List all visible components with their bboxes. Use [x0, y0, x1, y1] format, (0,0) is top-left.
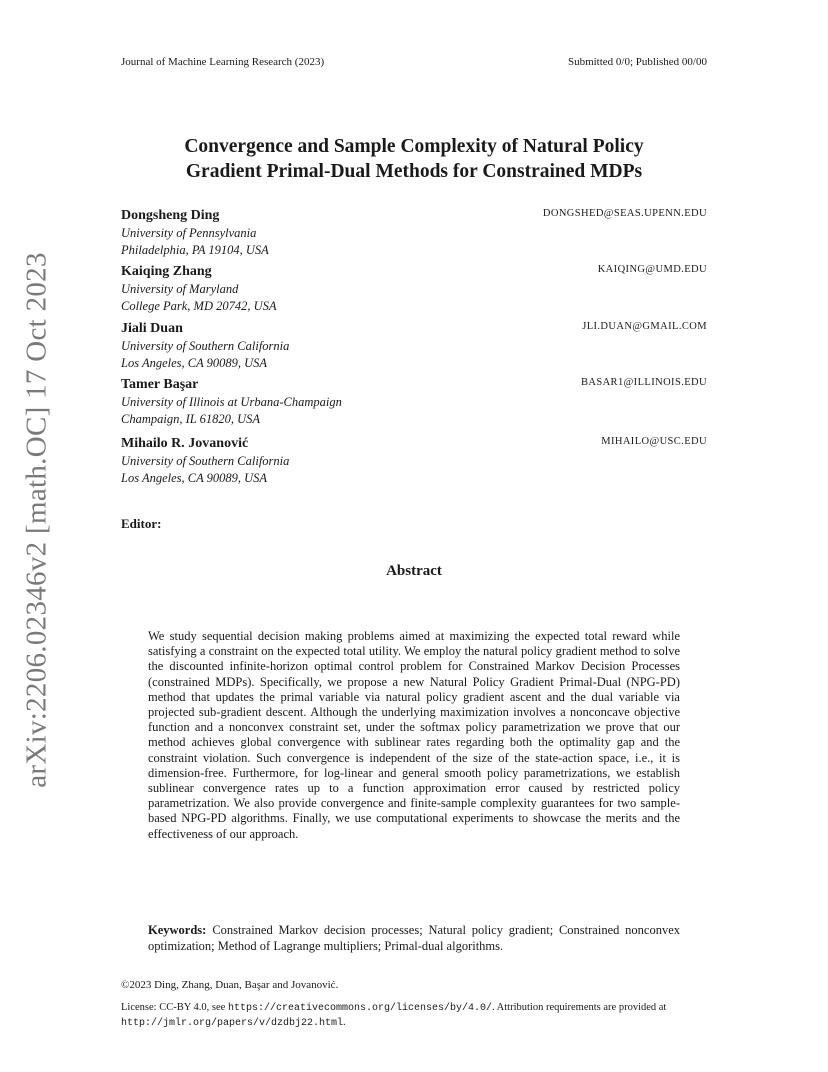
author-email[interactable]: DONGSHED@SEAS.UPENN.EDU	[542, 208, 707, 219]
journal-header: Journal of Machine Learning Research (2023)	[121, 56, 325, 68]
author-block	[121, 375, 707, 428]
author-address: Champaign, IL 61820, USA	[121, 412, 261, 426]
author-name: Kaiqing Zhang	[121, 264, 212, 279]
title-line-1: Convergence and Sample Complexity of Natural Policy	[184, 136, 644, 157]
author-address: Los Angeles, CA 90089, USA	[121, 471, 268, 485]
license-note	[121, 1001, 707, 1031]
keywords	[148, 922, 680, 954]
author-affiliation: University of Southern California	[121, 454, 290, 468]
author-name: Mihailo R. Jovanović	[121, 436, 249, 451]
license-end: .	[343, 1017, 346, 1028]
abstract-text: We study sequential decision making problems aimed at maximizing the expected total reward while satisfying a constraint on the expected total utility. We employ the natural policy gradient method to solve the discounted infinite-horizon optimal control problem for Constrained Markov Decision Processes (constrained MDPs). Specifically, we propose a new Natural Policy Gradient Primal-Dual (NPG-PD) method that updates the primal variable via natural policy gradient ascent and the dual variable via projected sub-gradient descent. Although the underlying maximization involves a nonconcave objective function and a nonconvex constraint set, under the softmax policy parametrization we prove that our method achieves global convergence with sublinear rates regarding both the optimality gap and the constraint violation. Such convergence is independent of the size of the state-action space, i.e., it is dimension-free. Furthermore, for log-linear and general smooth policy parametrizations, we establish sublinear convergence rates up to a function approximation error caused by restricted policy parametrization. We also provide convergence and finite-sample complexity guarantees for two sample-based NPG-PD algorithms. Finally, we use computational experiments to showcase the merits and the effectiveness of our approach.	[148, 629, 680, 841]
author-affiliation: University of Pennsylvania	[121, 226, 257, 240]
license-url-link[interactable]: https://creativecommons.org/licenses/by/4.0/	[227, 1003, 492, 1014]
author-affiliation: University of Maryland	[121, 282, 239, 296]
title-line-2: Gradient Primal-Dual Methods for Constrained MDPs	[185, 161, 643, 182]
author-email[interactable]: BASAR1@ILLINOIS.EDU	[580, 377, 707, 388]
author-name: Dongsheng Ding	[121, 208, 220, 223]
author-address: College Park, MD 20742, USA	[121, 299, 277, 313]
author-block	[121, 434, 707, 487]
author-affiliation: University of Illinois at Urbana-Champaign	[121, 395, 342, 409]
license-prefix: License: CC-BY 4.0, see	[121, 1002, 228, 1013]
license-mid: . Attribution requirements are provided at	[491, 1002, 667, 1013]
author-address: Los Angeles, CA 90089, USA	[121, 356, 268, 370]
paper-title	[121, 134, 707, 184]
author-block	[121, 262, 707, 315]
paper-url-link[interactable]: http://jmlr.org/papers/v/dzdbj22.html	[121, 1018, 344, 1029]
abstract-heading: Abstract	[386, 563, 442, 579]
author-email[interactable]: MIHAILO@USC.EDU	[601, 436, 707, 447]
editor-label: Editor:	[121, 516, 162, 531]
author-email[interactable]: KAIQING@UMD.EDU	[597, 264, 707, 275]
author-block	[121, 206, 707, 259]
submission-info: Submitted 0/0; Published 00/00	[567, 56, 707, 68]
copyright: ©2023 Ding, Zhang, Duan, Başar and Jovanović.	[121, 979, 339, 991]
arxiv-stamp: arXiv:2206.02346v2 [math.OC] 17 Oct 2023	[20, 252, 53, 788]
author-email[interactable]: JLI.DUAN@GMAIL.COM	[582, 321, 707, 332]
keywords-text: Constrained Markov decision processes; Natural policy gradient; Constrained nonconvex optimization; Method of Lagrange multipliers; Primal-dual algorithms.	[148, 923, 680, 953]
author-name: Tamer Başar	[121, 377, 199, 392]
keywords-label: Keywords:	[148, 923, 207, 937]
author-address: Philadelphia, PA 19104, USA	[121, 243, 269, 257]
author-block	[121, 319, 707, 372]
author-affiliation: University of Southern California	[121, 339, 290, 353]
author-name: Jiali Duan	[121, 321, 183, 336]
